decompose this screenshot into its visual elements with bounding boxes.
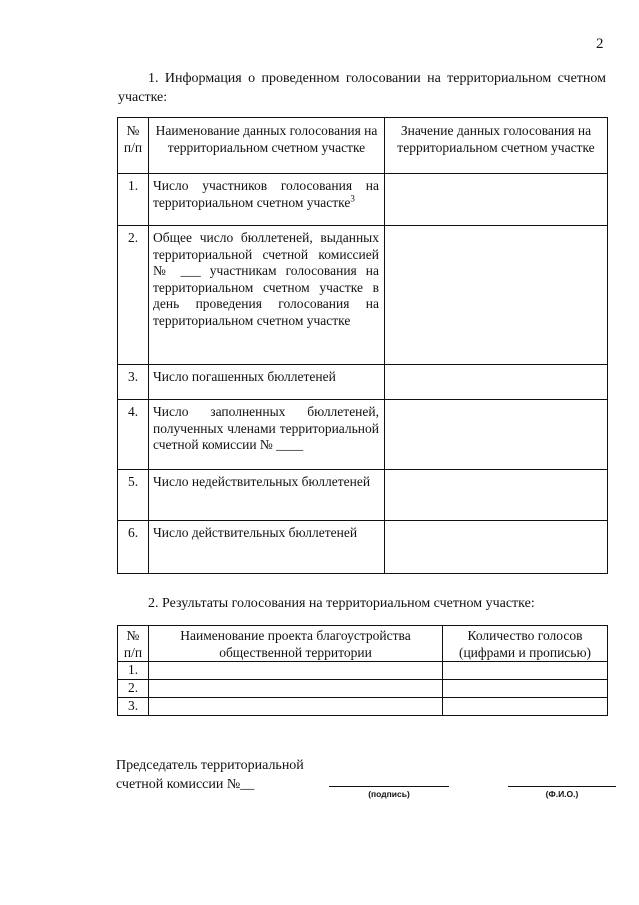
full-name-line[interactable] <box>508 786 616 787</box>
footnote-marker: 3 <box>350 193 355 203</box>
value-cell[interactable] <box>385 365 608 400</box>
page-number: 2 <box>596 36 604 52</box>
row-number: 5. <box>118 470 149 521</box>
full-name-caption: (Ф.И.О.) <box>545 789 579 799</box>
value-cell[interactable] <box>385 226 608 365</box>
row-number: 3. <box>118 698 149 716</box>
table-row <box>118 662 608 680</box>
table-row <box>118 365 608 400</box>
value-cell[interactable] <box>385 174 608 226</box>
signature-line[interactable] <box>329 786 449 787</box>
voting-info-table <box>117 117 608 574</box>
row-number: 2. <box>118 680 149 698</box>
row-label: Число недействительных бюллетеней <box>149 470 385 521</box>
header-project-name: Наименование проекта благоустройства общественной территории <box>149 626 443 662</box>
table-header-row <box>118 118 608 174</box>
row-number: 1. <box>118 174 149 226</box>
project-name-cell[interactable] <box>149 698 443 716</box>
table-row <box>118 680 608 698</box>
value-cell[interactable] <box>385 521 608 574</box>
voting-results-table <box>117 625 608 716</box>
row-label: Число погашенных бюллетеней <box>149 365 385 400</box>
value-cell[interactable] <box>385 400 608 470</box>
table-row <box>118 226 608 365</box>
header-vote-count: Количество голосов (цифрами и прописью) <box>443 626 608 662</box>
row-label <box>149 174 385 226</box>
vote-count-cell[interactable] <box>443 698 608 716</box>
row-number: 2. <box>118 226 149 365</box>
row-label: Число действительных бюллетеней <box>149 521 385 574</box>
row-number: 4. <box>118 400 149 470</box>
table-row <box>118 470 608 521</box>
signature-caption: (подпись) <box>368 789 410 799</box>
table-row <box>118 698 608 716</box>
header-data-value: Значение данных голосования на территориальном счетном участке <box>385 118 608 174</box>
vote-count-cell[interactable] <box>443 680 608 698</box>
section-1-title: 1. Информация о проведенном голосовании на территориальном счетном участке: <box>118 71 606 105</box>
table-header-row <box>118 626 608 662</box>
row-number: 6. <box>118 521 149 574</box>
header-data-name: Наименование данных голосования на территориальном счетном участке <box>149 118 385 174</box>
table-row <box>118 521 608 574</box>
row-label: Общее число бюллетеней, выданных территориальной счетной комиссией № ___ участникам голосования на территориальном счетном участке в день проведения голосования на территориальном счетном участке <box>149 226 385 365</box>
table-row <box>118 400 608 470</box>
header-num: № п/п <box>118 626 149 662</box>
section-2-title: 2. Результаты голосования на территориальном счетном участке: <box>148 596 535 611</box>
vote-count-cell[interactable] <box>443 662 608 680</box>
project-name-cell[interactable] <box>149 680 443 698</box>
header-num: № п/п <box>118 118 149 174</box>
row-number: 3. <box>118 365 149 400</box>
value-cell[interactable] <box>385 470 608 521</box>
row-label: Число заполненных бюллетеней, полученных членами территориальной счетной комиссии № ____ <box>149 400 385 470</box>
table-row <box>118 174 608 226</box>
row-number: 1. <box>118 662 149 680</box>
row-label-text: Число участников голосования на территориальном счетном участке <box>153 178 379 210</box>
chairman-label: Председатель территориальной счетной комиссии №__ <box>116 758 304 792</box>
project-name-cell[interactable] <box>149 662 443 680</box>
